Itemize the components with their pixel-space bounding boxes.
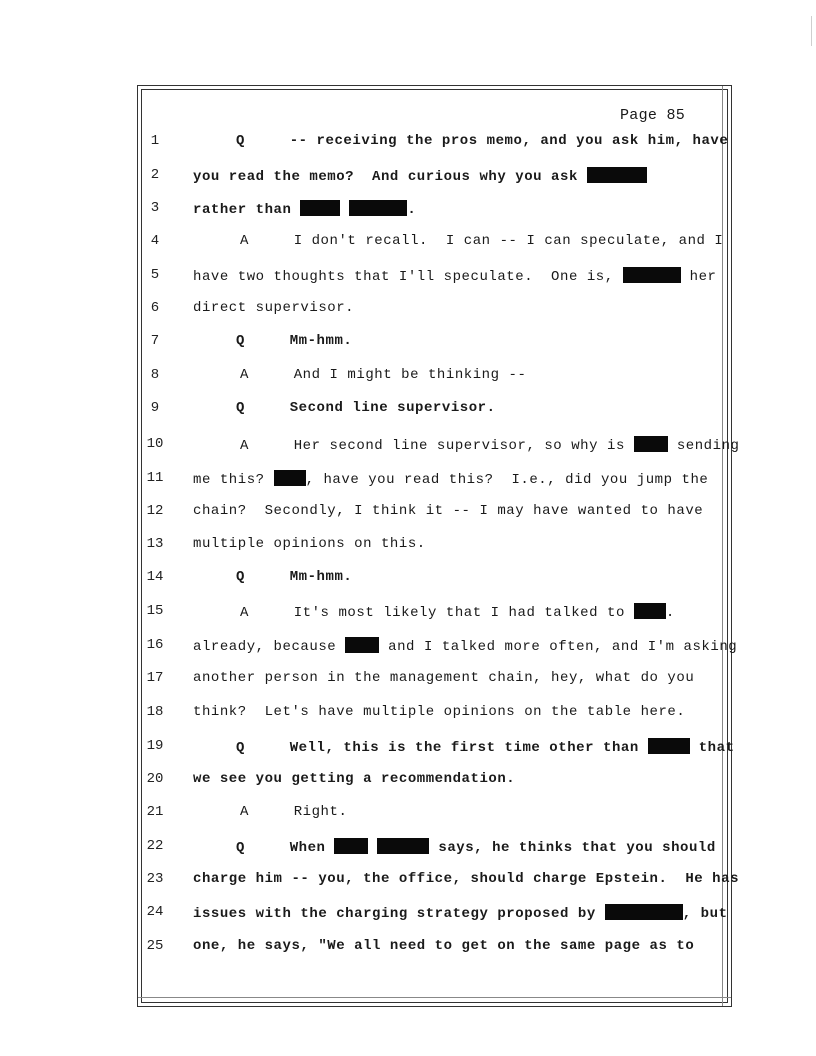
line-number: 11 [146,470,164,486]
line-text [236,738,735,756]
line-text [240,367,526,383]
text-segment: , but [682,906,728,922]
transcript-line [0,200,816,222]
line-text [193,670,694,686]
line-number: 3 [150,200,160,216]
line-number: 9 [150,400,160,416]
line-text [193,267,716,285]
line-number: 6 [150,300,160,316]
line-number: 19 [146,738,164,754]
transcript-line [0,738,816,760]
line-number: 5 [150,267,160,283]
transcript-line [0,569,816,591]
line-number: 24 [146,904,164,920]
line-text [193,167,656,185]
page-number: Page 85 [620,107,686,124]
line-number: 2 [150,167,160,183]
redaction-block [334,838,368,854]
text-segment: Q -- receiving the pros memo, and you ask him, have [236,133,729,149]
line-number: 4 [150,233,160,249]
redaction-block [605,904,683,920]
text-segment [340,202,349,218]
redaction-block [349,200,407,216]
line-text [193,704,685,720]
text-segment: already, because [193,639,346,655]
line-text [236,333,352,349]
line-number: 23 [146,871,164,887]
redaction-block [634,603,666,619]
line-number: 18 [146,704,164,720]
text-segment: that [689,740,735,756]
line-text [240,603,675,621]
line-number: 13 [146,536,164,552]
transcript-line [0,704,816,726]
transcript-line [0,167,816,189]
line-number: 25 [146,938,164,954]
line-text [193,871,739,887]
line-number: 7 [150,333,160,349]
transcript-line [0,838,816,860]
transcript-line [0,536,816,558]
line-number: 20 [146,771,164,787]
text-segment: A And I might be thinking -- [240,367,527,383]
line-text [193,470,708,488]
redaction-block [648,738,690,754]
text-segment: A I don't recall. I can -- I can speculate, and I [240,233,724,249]
line-number: 22 [146,838,164,854]
line-text [240,804,347,820]
text-segment: . [407,202,417,218]
text-segment: A Her second line supervisor, so why is [240,438,634,454]
line-text [193,771,515,787]
text-segment: , have you read this? I.e., did you jump the [305,472,709,488]
text-segment: me this? [193,472,274,488]
transcript-line [0,300,816,322]
text-segment: Q When [236,840,335,856]
transcript-border-rule-bottom [138,997,731,998]
transcript-line [0,771,816,793]
transcript-line [0,267,816,289]
transcript-line [0,904,816,926]
line-text [240,233,723,249]
redaction-block [345,637,379,653]
transcript-line [0,871,816,893]
line-text [236,838,716,856]
transcript-line [0,367,816,389]
text-segment: A It's most likely that I had talked to [240,605,634,621]
line-text [236,569,352,585]
line-text [240,436,740,454]
text-segment: rather than [193,202,301,218]
text-segment: says, he thinks that you should [429,840,716,856]
line-number: 10 [146,436,164,452]
text-segment: Q Mm-hmm. [236,333,353,349]
line-number: 1 [150,133,160,149]
line-text [236,400,496,416]
text-segment: another person in the management chain, hey, what do you [193,670,695,686]
line-number: 12 [146,503,164,519]
transcript-line [0,670,816,692]
transcript-line [0,133,816,155]
transcript-line [0,400,816,422]
line-number: 16 [146,637,164,653]
text-segment: Q Mm-hmm. [236,569,353,585]
line-text [193,536,426,552]
transcript-line [0,333,816,355]
text-segment: issues with the charging strategy proposed by [193,906,605,922]
text-segment: Q Well, this is the first time other than [236,740,648,756]
line-text [193,904,728,922]
transcript-line [0,603,816,625]
line-number: 14 [146,569,164,585]
text-segment: Q Second line supervisor. [236,400,496,416]
line-text [193,637,737,655]
redaction-block [587,167,647,183]
text-segment [647,169,656,185]
line-text [236,133,728,149]
transcript-line [0,804,816,826]
redaction-block [623,267,681,283]
line-text [193,938,694,954]
redaction-block [274,470,306,486]
text-segment: think? Let's have multiple opinions on the table here. [193,704,686,720]
redaction-block [634,436,668,452]
text-segment: multiple opinions on this. [193,536,426,552]
text-segment: we see you getting a recommendation. [193,771,516,787]
text-segment: sending [667,438,740,454]
text-segment: direct supervisor. [193,300,355,316]
text-segment: A Right. [240,804,348,820]
transcript-line [0,938,816,960]
line-text [193,300,354,316]
line-number: 21 [146,804,164,820]
text-segment: charge him -- you, the office, should charge Epstein. He has [193,871,740,887]
transcript-line [0,503,816,525]
text-segment: chain? Secondly, I think it -- I may have wanted to have [193,503,704,519]
line-number: 15 [146,603,164,619]
line-text [193,503,703,519]
transcript-line [0,470,816,492]
redaction-block [300,200,340,216]
redaction-block [377,838,429,854]
line-number: 8 [150,367,160,383]
text-segment: her [680,269,717,285]
text-segment [368,840,377,856]
text-segment: have two thoughts that I'll speculate. One is, [193,269,623,285]
page-edge-mark [811,16,812,46]
text-segment: one, he says, "We all need to get on the same page as to [193,938,695,954]
text-segment: . [665,605,675,621]
text-segment: you read the memo? And curious why you ask [193,169,587,185]
transcript-line [0,637,816,659]
line-number: 17 [146,670,164,686]
text-segment: and I talked more often, and I'm asking [379,639,738,655]
transcript-line [0,436,816,458]
transcript-line [0,233,816,255]
line-text [193,200,416,218]
